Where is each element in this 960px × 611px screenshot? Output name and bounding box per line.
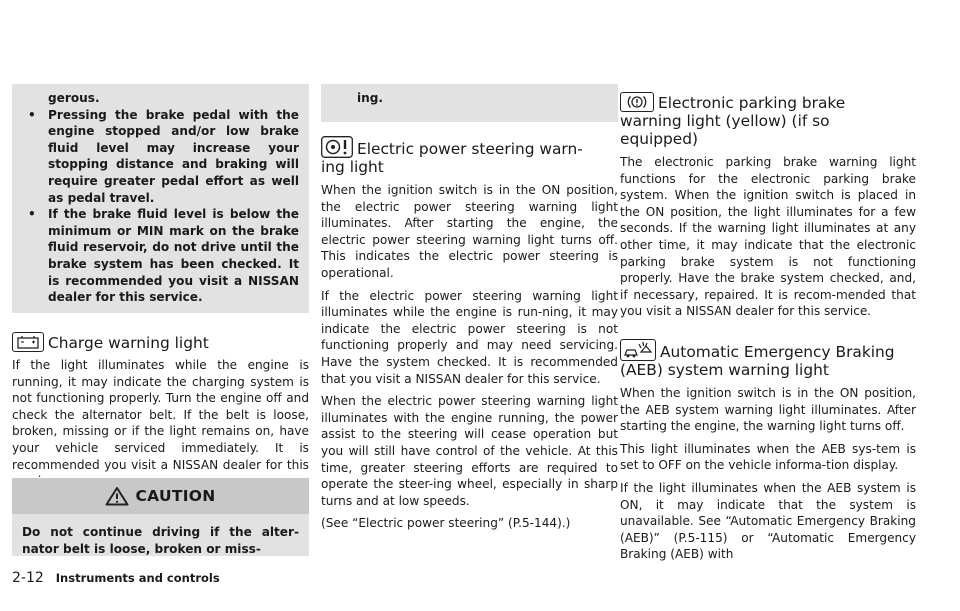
epb-paragraph-1: The electronic parking brake warning light functions for the electronic parking brake system. When the ignition switch is placed in the ON position, the light illuminates for a few seconds. If the warning light illuminates at any other time, it may indicate that the electronic parking brake system is not functioning properly. Have the brake system checked, and, if necessary, repaired. It is recom-mended that you visit a NISSAN dealer for this service. — [620, 155, 916, 319]
section-title: Instruments and controls — [55, 571, 220, 585]
warning-line-continued: gerous. — [48, 91, 100, 105]
epb-heading-text: Electronic parking brake — [658, 94, 846, 112]
aeb-paragraph-2: This light illuminates when the AEB sys-tem is set to OFF on the vehicle informa-tion display. — [620, 441, 916, 473]
eps-section — [321, 136, 618, 538]
epb-heading — [620, 92, 916, 112]
charge-heading — [12, 332, 309, 352]
caution-label: CAUTION — [135, 487, 216, 505]
caution-text: Do not continue driving if the alter-nator belt is loose, broken or miss- — [22, 525, 299, 556]
eps-paragraph-2: If the electric power steering warning light illuminates while the engine is run-ning, it may indicate the electric power steering is not functioning properly and may need servicing. Have the system checked. It is recommended that you visit a NISSAN dealer for this service. — [321, 288, 618, 386]
warning-triangle-icon — [105, 486, 129, 506]
aeb-heading-line2: (AEB) system warning light — [620, 361, 829, 379]
caution-body — [12, 514, 309, 556]
aeb-heading-text: Automatic Emergency Braking — [660, 343, 895, 361]
brake-warning-box-continued — [321, 84, 618, 122]
brake-warning-box — [12, 84, 309, 313]
eps-heading — [321, 136, 618, 158]
eps-heading-text: Electric power steering warn- — [357, 140, 583, 158]
aeb-section — [620, 339, 916, 569]
warning-line-continued: ing. — [357, 91, 384, 105]
warning-bullet-brake-pedal: • Pressing the brake pedal with the engine stopped and/or low brake fluid level may increase your stopping distance and braking will require greater pedal effort as well as pedal travel. — [34, 107, 299, 207]
steering-wheel-exclamation-icon — [321, 136, 353, 158]
eps-paragraph-3: When the electric power steering warning light illuminates with the engine running, the power assist to the steering will cease operation but you will still have control of the vehicle. At this time, greater steering efforts are required to operate the steer-ing wheel, especially in sharp turns and at low speeds. — [321, 394, 618, 508]
parking-brake-circle-icon — [620, 92, 654, 112]
charge-body: If the light illuminates while the engine is running, it may indicate the charging system is not functioning properly. Turn the engine off and check the alternator belt. If the belt is loose, broken, missing or if the light remains on, have your vehicle serviced immediately. It is recommended you visit a NISSAN dealer for this — [12, 358, 309, 472]
battery-icon — [12, 332, 44, 352]
caution-header — [12, 478, 309, 514]
eps-paragraph-4: (See “Electric power steering” (P.5-144).) — [321, 516, 571, 531]
aeb-paragraph-3: If the light illuminates when the AEB system is ON, it may indicate that the system is unavailable. See “Automatic Emergency Braking (AEB)” (P.5-115) or “Automatic Emergency Braking (AEB) with — [620, 480, 916, 562]
page-number: 2-12 — [12, 570, 44, 586]
epb-heading-line3: equipped) — [620, 130, 699, 148]
eps-heading-line2: ing light — [321, 158, 384, 176]
aeb-paragraph-1: When the ignition switch is in the ON position, the AEB system warning light illuminates. After starting the engine, the warning light turns off. — [620, 386, 916, 434]
aeb-heading — [620, 339, 916, 361]
page-footer — [12, 570, 220, 586]
epb-heading-line2: warning light (yellow) (if so — [620, 112, 830, 130]
car-collision-icon — [620, 339, 656, 361]
epb-section — [620, 92, 916, 326]
charge-heading-text: Charge warning light — [48, 334, 209, 352]
eps-paragraph-1: When the ignition switch is in the ON position, the electric power steering warning light illuminates. After starting the engine, the electric power steering warning light turns off. This indicates the electric power steering is operational. — [321, 183, 618, 280]
warning-bullet-brake-fluid: • If the brake fluid level is below the minimum or MIN mark on the brake fluid reservoir, do not drive until the brake system has been checked. It is recommended you visit a NISSAN dealer for this service. — [34, 206, 299, 306]
charge-section — [12, 332, 309, 496]
